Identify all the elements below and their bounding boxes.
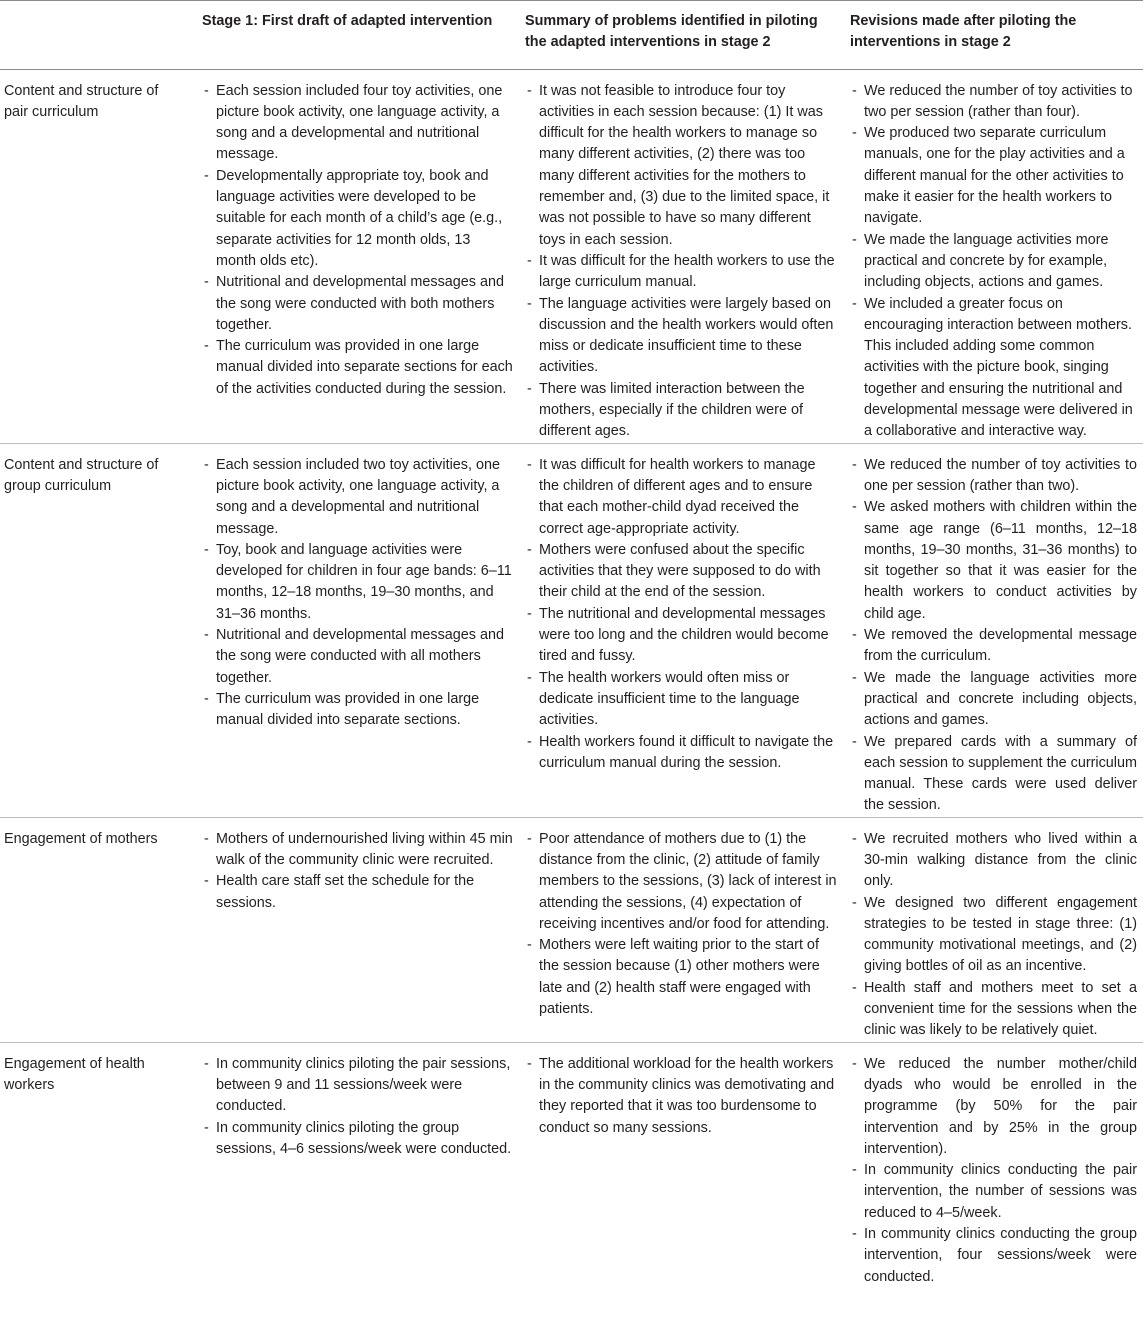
revisions-list [850, 81, 1137, 443]
stage1-cell [196, 443, 519, 817]
list-item: - In community clinics conducting the group intervention, four sessions/week were conducted. [850, 1224, 1137, 1288]
problems-list [525, 455, 838, 774]
row-label: Content and structure of pair curriculum [4, 82, 159, 120]
revisions-cell [844, 69, 1143, 443]
list-item: - We prepared cards with a summary of each session to supplement the curriculum manual. These cards were used deliver the session. [850, 732, 1137, 817]
stage1-cell [196, 1042, 519, 1288]
list-item: - We asked mothers with children within the same age range (6–11 months, 12–18 months, 19–30 months, 31–36 months) to sit together so that it was easier for the health workers to conduct activities by child age. [850, 497, 1137, 625]
list-item: - We produced two separate curriculum manuals, one for the play activities and a different manual for the other activities to make it easier for the health workers to navigate. [850, 123, 1137, 229]
list-item: - The language activities were largely based on discussion and the health workers would often miss or dedicate insufficient time to these activities. [525, 294, 838, 379]
revisions-list [850, 455, 1137, 817]
list-item: - Poor attendance of mothers due to (1) the distance from the clinic, (2) attitude of family members to the sessions, (3) lack of interest in attending the sessions, (4) expectation of receiving incentives and/or food for attending. [525, 829, 838, 935]
stage1-cell [196, 817, 519, 1042]
stage1-cell [196, 69, 519, 443]
problems-cell [519, 1042, 844, 1288]
table-row [0, 1042, 1143, 1288]
list-item: - Nutritional and developmental messages and the song were conducted with all mothers together. [202, 625, 513, 689]
revisions-cell [844, 443, 1143, 817]
list-item: - We reduced the number mother/child dyads who would be enrolled in the programme (by 50% for the pair intervention and by 25% in the group intervention). [850, 1054, 1137, 1160]
list-item: - Each session included four toy activities, one picture book activity, one language activity, a song and a developmental and nutritional message. [202, 81, 513, 166]
list-item: - We made the language activities more practical and concrete including objects, actions and games. [850, 668, 1137, 732]
list-item: - The curriculum was provided in one large manual divided into separate sections. [202, 689, 513, 732]
list-item: - We designed two different engagement strategies to be tested in stage three: (1) community motivational meetings, and (2) giving bottles of oil as an incentive. [850, 893, 1137, 978]
list-item: - We recruited mothers who lived within a 30-min walking distance from the clinic only. [850, 829, 1137, 893]
header-row-label [0, 1, 196, 70]
revisions-list [850, 1054, 1137, 1288]
list-item: - Mothers were confused about the specific activities that they were supposed to do with their child at the end of the session. [525, 540, 838, 604]
header-revisions: Revisions made after piloting the interventions in stage 2 [850, 13, 1077, 51]
revisions-cell [844, 817, 1143, 1042]
problems-cell [519, 69, 844, 443]
list-item: - In community clinics piloting the pair sessions, between 9 and 11 sessions/week were conducted. [202, 1054, 513, 1118]
list-item: - It was difficult for health workers to manage the children of different ages and to ensure that each mother-child dyad received the correct age-appropriate activity. [525, 455, 838, 540]
revisions-list [850, 829, 1137, 1042]
table-body [0, 69, 1143, 1288]
list-item: - Each session included two toy activities, one picture book activity, one language activity, a song and a developmental and nutritional message. [202, 455, 513, 540]
problems-cell [519, 443, 844, 817]
list-item: - In community clinics piloting the group sessions, 4–6 sessions/week were conducted. [202, 1118, 513, 1161]
header-problems: Summary of problems identified in piloting the adapted interventions in stage 2 [525, 13, 818, 51]
list-item: - Mothers were left waiting prior to the start of the session because (1) other mothers were late and (2) health staff were engaged with patients. [525, 935, 838, 1020]
list-item: - Toy, book and language activities were developed for children in four age bands: 6–11 months, 12–18 months, 19–30 months, and 31–36 months. [202, 540, 513, 625]
list-item: - The health workers would often miss or dedicate insufficient time to the language activities. [525, 668, 838, 732]
row-label: Engagement of health workers [4, 1055, 145, 1093]
problems-list [525, 81, 838, 443]
problems-list [525, 829, 838, 1021]
list-item: - Nutritional and developmental messages and the song were conducted with both mothers together. [202, 272, 513, 336]
revisions-cell [844, 1042, 1143, 1288]
list-item: - The additional workload for the health workers in the community clinics was demotivating and they reported that it was too burdensome to conduct so many sessions. [525, 1054, 838, 1139]
list-item: - We reduced the number of toy activities to one per session (rather than two). [850, 455, 1137, 498]
list-item: - Health staff and mothers meet to set a convenient time for the sessions when the clinic was likely to be relatively quiet. [850, 978, 1137, 1042]
table-row [0, 443, 1143, 817]
list-item: - Developmentally appropriate toy, book and language activities were developed to be suitable for each month of a child’s age (e.g., separate activities for 12 month olds, 13 month olds etc). [202, 166, 513, 272]
table-row [0, 69, 1143, 443]
problems-cell [519, 817, 844, 1042]
stage1-list [202, 81, 513, 400]
list-item: - We made the language activities more practical and concrete by for example, including objects, actions and games. [850, 230, 1137, 294]
stage1-list [202, 455, 513, 732]
list-item: - In community clinics conducting the pair intervention, the number of sessions was reduced to 4–5/week. [850, 1160, 1137, 1224]
header-stage1: Stage 1: First draft of adapted intervention [202, 13, 493, 29]
row-label: Content and structure of group curriculum [4, 456, 159, 494]
list-item: - We removed the developmental message from the curriculum. [850, 625, 1137, 668]
stage1-list [202, 829, 513, 914]
stage1-list [202, 1054, 513, 1160]
list-item: - There was limited interaction between the mothers, especially if the children were of different ages. [525, 379, 838, 443]
problems-list [525, 1054, 838, 1139]
list-item: - Mothers of undernourished living within 45 min walk of the community clinic were recruited. [202, 829, 513, 872]
list-item: - Health care staff set the schedule for the sessions. [202, 871, 513, 914]
list-item: - It was difficult for the health workers to use the large curriculum manual. [525, 251, 838, 294]
list-item: - The nutritional and developmental messages were too long and the children would become tired and fussy. [525, 604, 838, 668]
list-item: - Health workers found it difficult to navigate the curriculum manual during the session. [525, 732, 838, 775]
list-item: - The curriculum was provided in one large manual divided into separate sections for each of the activities conducted during the session. [202, 336, 513, 400]
list-item: - We reduced the number of toy activities to two per session (rather than four). [850, 81, 1137, 124]
row-label: Engagement of mothers [4, 830, 158, 847]
header-row [0, 1, 1143, 70]
table-row [0, 817, 1143, 1042]
list-item: - We included a greater focus on encouraging interaction between mothers. This included adding some common activities with the picture book, singing together and ensuring the nutritional and developmental message were delivered in a collaborative and interactive way. [850, 294, 1137, 443]
list-item: - It was not feasible to introduce four toy activities in each session because: (1) It was difficult for the health workers to manage so many different activities, (2) there was too many different activities for the mothers to remember and, (3) due to the limited space, it was not possible to have so many different toys in each session. [525, 81, 838, 251]
